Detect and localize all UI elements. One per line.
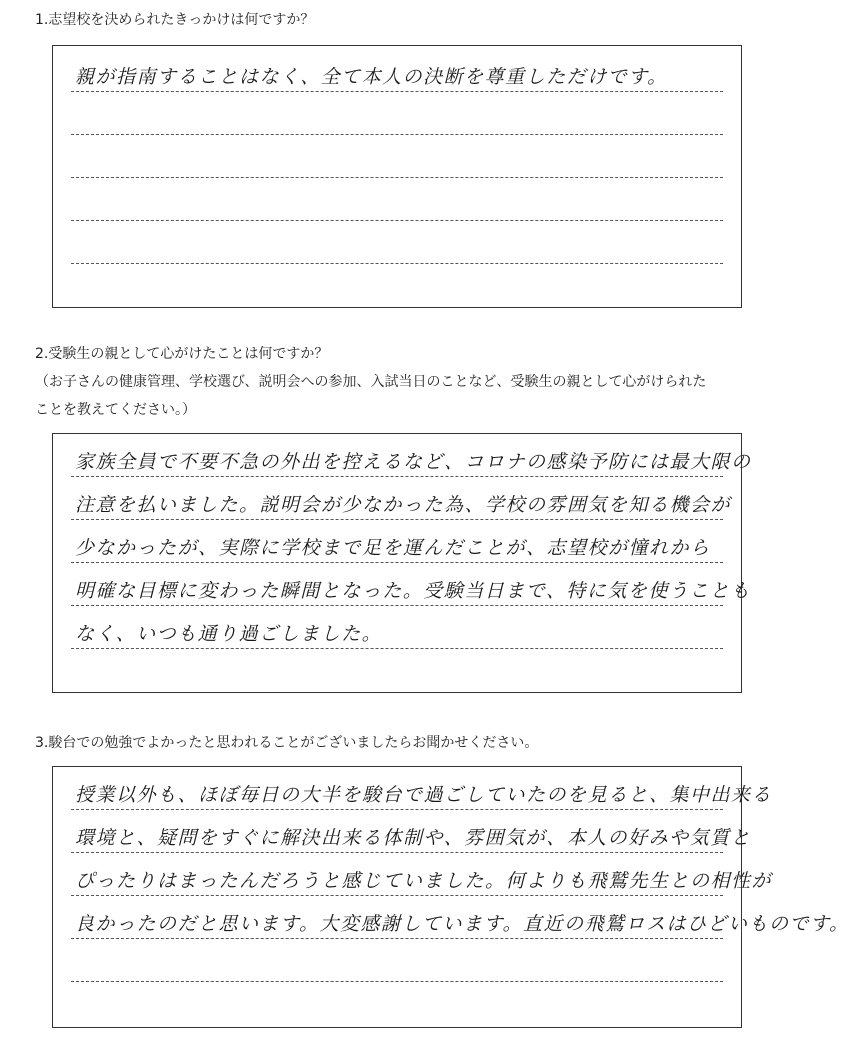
answer-line: [71, 784, 773, 810]
answer-box-3: [52, 766, 849, 1028]
answer-line: [71, 981, 723, 982]
answer-line: [71, 870, 773, 896]
answer-text: 環境と、疑問をすぐに解決出来る体制や、雰囲気が、本人の好みや気質と: [75, 827, 752, 849]
question-2-note-line-2: ことを教えてください。）: [35, 402, 196, 418]
answer-text: ぴったりはまったんだろうと感じていました。何よりも飛鷲先生との相性が: [75, 870, 773, 892]
answer-line: [71, 451, 752, 477]
answer-box-1: [52, 45, 742, 308]
answer-line: [71, 537, 723, 563]
answer-box-2: [52, 433, 752, 693]
answer-text: なく、いつも通り過ごしました。: [75, 623, 383, 645]
question-2-note-line-1: （お子さんの健康管理、学校選び、説明会への参加、入試当日のことなど、受験生の親として心がけられた: [35, 374, 707, 390]
answer-line: [71, 177, 723, 178]
answer-line: [71, 494, 732, 520]
question-1-label: 1.志望校を決められたきっかけは何ですか？: [35, 12, 315, 28]
answer-text: 授業以外も、ほぼ毎日の大半を駿台で過ごしていたのを見ると、集中出来る: [75, 784, 773, 806]
answer-text: 親が指南することはなく、全て本人の決断を尊重しただけです。: [75, 66, 668, 88]
answer-line: [71, 580, 751, 606]
answer-line: [71, 913, 849, 939]
answer-line: [71, 134, 723, 135]
question-3-label: 3.駿台での勉強でよかったと思われることがございましたらお聞かせください。: [35, 735, 539, 751]
answer-line: [71, 263, 723, 264]
answer-text: 注意を払いました。説明会が少なかった為、学校の雰囲気を知る機会が: [75, 494, 732, 516]
question-2-label: 2.受験生の親として心がけたことは何ですか？: [35, 346, 329, 362]
answer-line: [71, 66, 723, 92]
answer-text: 良かったのだと思います。大変感謝しています。直近の飛鷲ロスはひどいものです。: [75, 913, 849, 935]
answer-line: [71, 827, 752, 853]
answer-line: [71, 220, 723, 221]
answer-text: 明確な目標に変わった瞬間となった。受験当日まで、特に気を使うことも: [75, 580, 751, 602]
answer-text: 少なかったが、実際に学校まで足を運んだことが、志望校が憧れから: [75, 537, 711, 559]
answer-line: [71, 623, 723, 649]
answer-text: 家族全員で不要不急の外出を控えるなど、コロナの感染予防には最大限の: [75, 451, 752, 473]
